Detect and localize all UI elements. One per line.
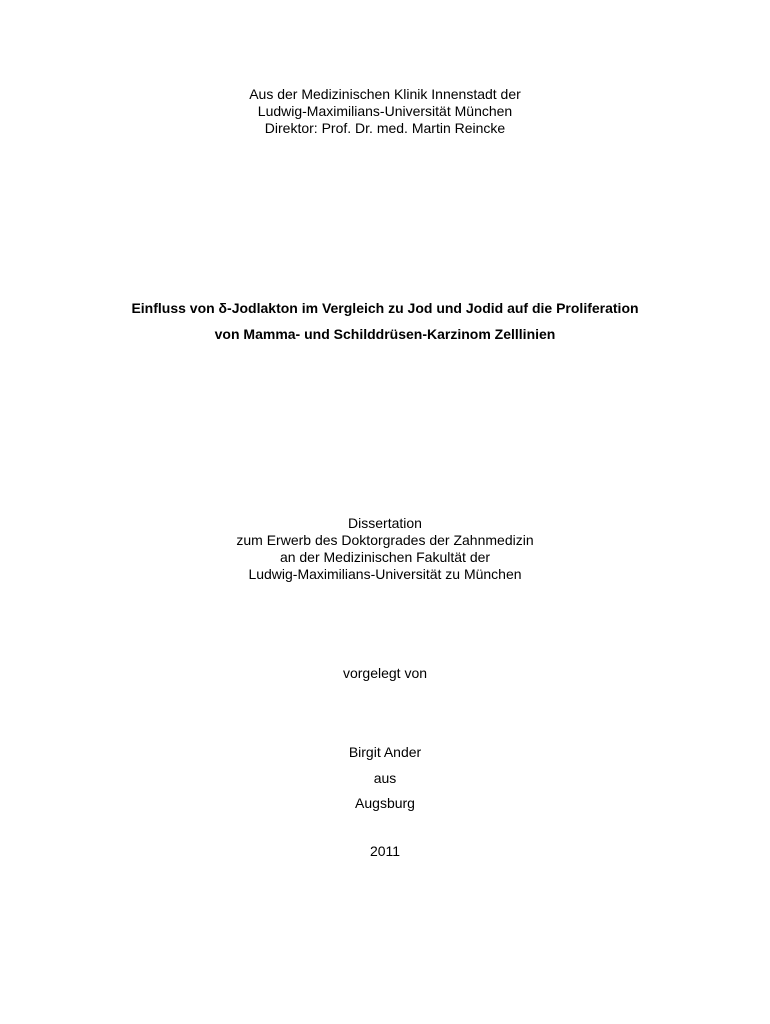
degree-purpose: zum Erwerb des Doktorgrades der Zahnmedizin <box>236 532 534 548</box>
presented-by <box>0 665 770 682</box>
university-line: Ludwig-Maximilians-Universität zu München <box>248 566 522 582</box>
year-label: 2011 <box>369 843 401 859</box>
institution-line-director: Direktor: Prof. Dr. med. Martin Reincke <box>264 120 506 136</box>
institution-line-university: Ludwig-Maximilians-Universität München <box>257 103 513 119</box>
thesis-title <box>0 295 770 347</box>
thesis-title-line-2: von Mamma- und Schilddrüsen-Karzinom Zelllinien <box>214 326 556 342</box>
faculty-line: an der Medizinischen Fakultät der <box>279 549 491 565</box>
publication-year <box>0 843 770 860</box>
institution-line-clinic: Aus der Medizinischen Klinik Innenstadt der <box>249 86 521 102</box>
dissertation-statement <box>0 515 770 583</box>
author-name: Birgit Ander <box>348 744 422 760</box>
presented-by-label: vorgelegt von <box>342 665 428 681</box>
author-from-label: aus <box>373 769 397 786</box>
dissertation-label: Dissertation <box>348 515 422 531</box>
author-city: Augsburg <box>355 795 415 811</box>
institution-header <box>0 86 770 137</box>
thesis-title-line-1: Einfluss von δ-Jodlakton im Vergleich zu Jod und Jodid auf die Proliferation <box>131 300 639 316</box>
author-info <box>0 740 770 817</box>
